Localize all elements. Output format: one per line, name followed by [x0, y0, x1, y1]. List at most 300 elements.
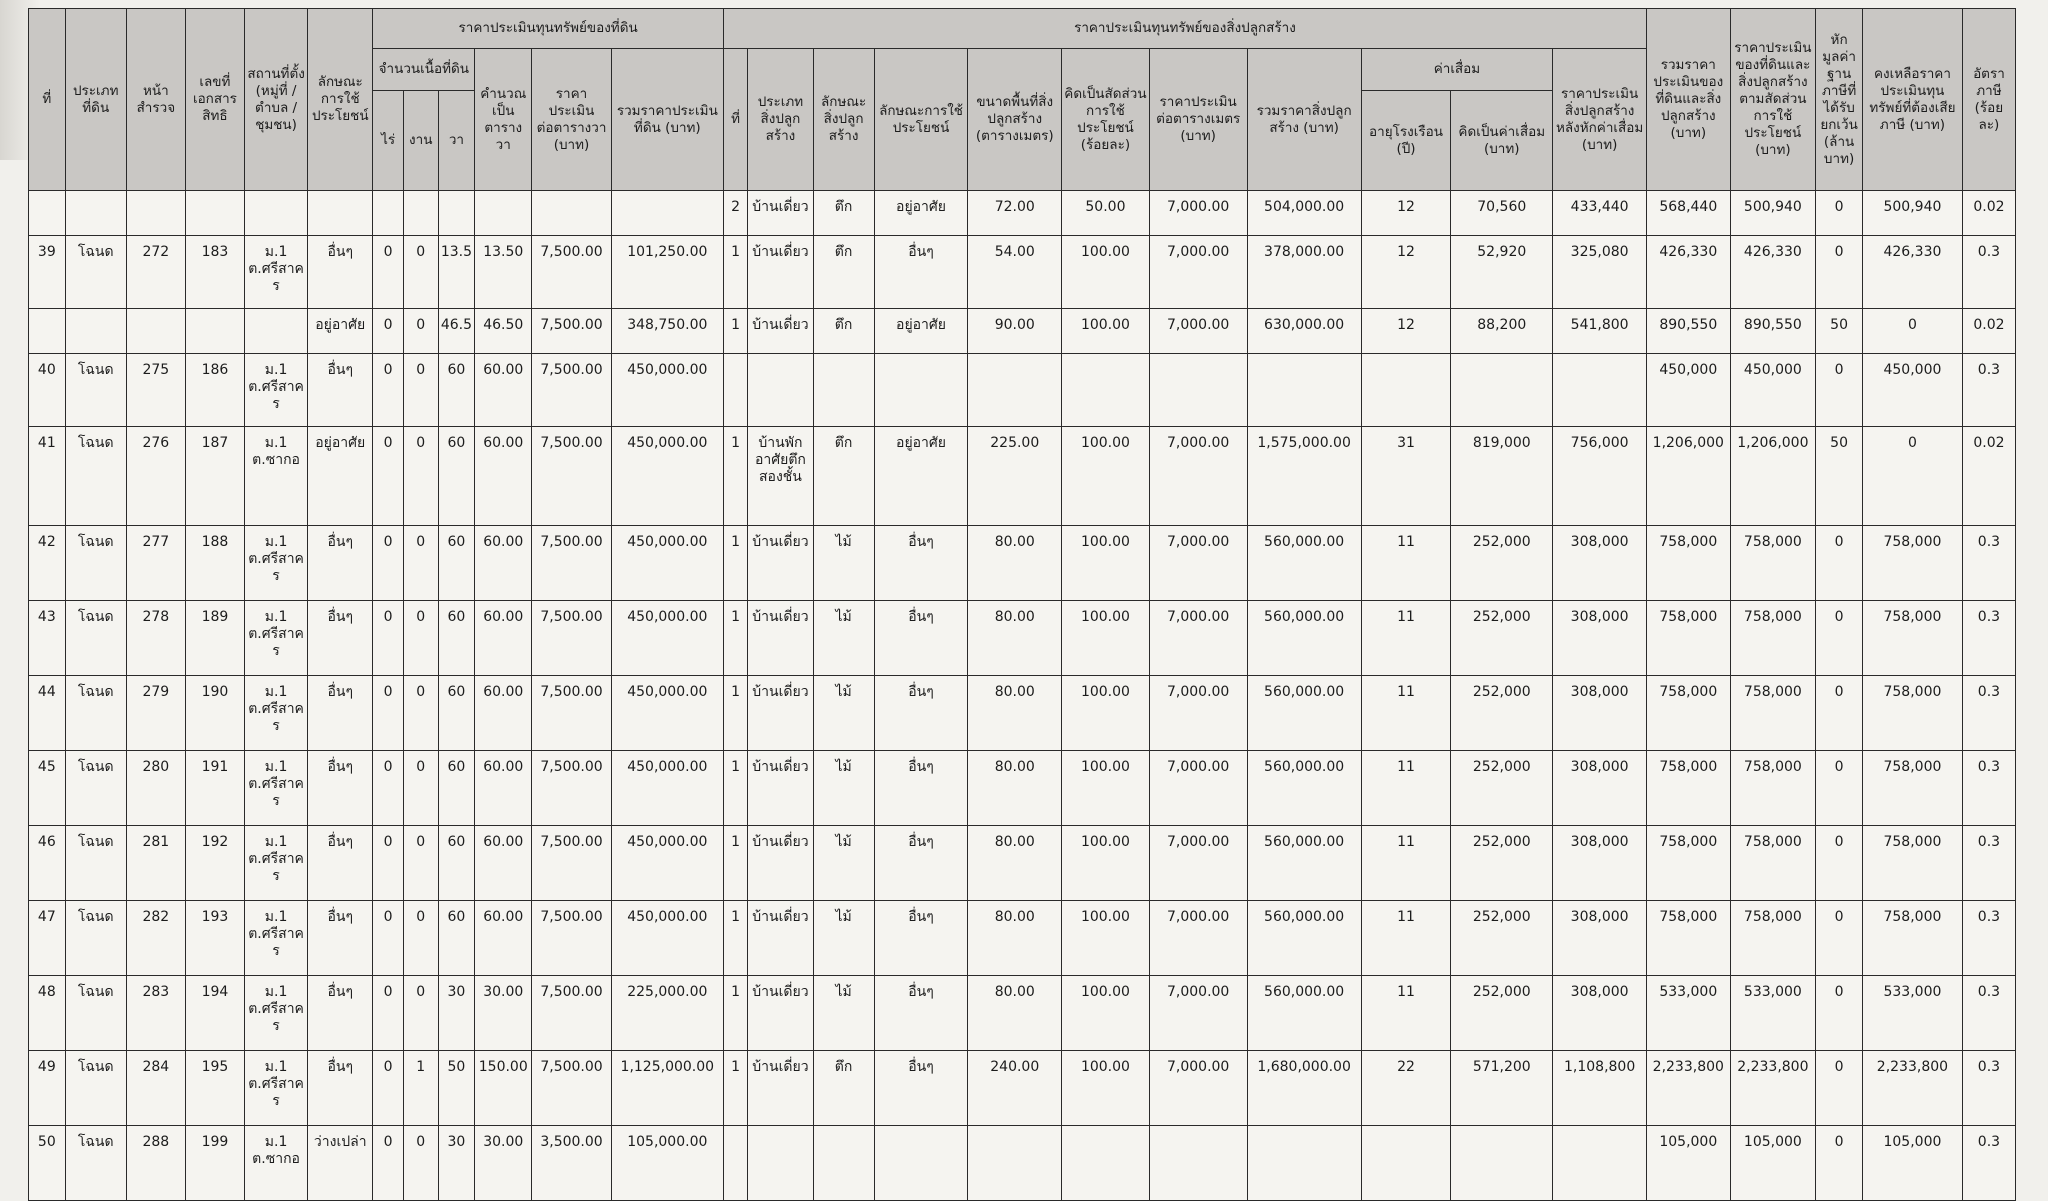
table-cell: 1 — [723, 601, 747, 676]
hdr-bld-usage: ลักษณะการใช้ประโยชน์ — [874, 49, 968, 191]
table-row — [29, 826, 2016, 901]
table-cell: 1 — [723, 676, 747, 751]
table-cell: 450,000.00 — [611, 901, 723, 976]
table-cell: 80.00 — [968, 601, 1062, 676]
table-cell: 52,920 — [1451, 236, 1553, 309]
table-cell — [65, 191, 126, 236]
table-cell: โฉนด — [65, 676, 126, 751]
hdr-ngan: งาน — [403, 91, 438, 191]
table-cell: 560,000.00 — [1247, 976, 1361, 1051]
table-cell: อื่นๆ — [874, 976, 968, 1051]
table-cell: 758,000 — [1863, 601, 1963, 676]
table-cell: 100.00 — [1062, 1051, 1150, 1126]
assessment-table — [28, 8, 2016, 1201]
table-cell: อยู่อาศัย — [308, 309, 373, 354]
assessment-sheet — [28, 8, 2016, 1201]
table-cell: 890,550 — [1730, 309, 1816, 354]
table-cell: 50 — [438, 1051, 475, 1126]
table-cell: อื่นๆ — [308, 1051, 373, 1126]
hdr-bld-total: รวมราคาสิ่งปลูกสร้าง (บาท) — [1247, 49, 1361, 191]
table-cell: 11 — [1361, 526, 1451, 601]
table-cell: 758,000 — [1647, 601, 1731, 676]
table-cell: ม.1 ต.ศรีสาคร — [244, 354, 307, 427]
table-cell: 40 — [29, 354, 66, 427]
table-cell — [438, 191, 475, 236]
table-cell: 758,000 — [1863, 526, 1963, 601]
table-row — [29, 1126, 2016, 1201]
table-cell: ม.1 ต.ศรีสาคร — [244, 976, 307, 1051]
table-cell: 1 — [723, 236, 747, 309]
table-cell: 60 — [438, 354, 475, 427]
table-cell: 433,440 — [1553, 191, 1647, 236]
table-cell: 0 — [1816, 354, 1863, 427]
table-cell: 80.00 — [968, 976, 1062, 1051]
table-cell: 252,000 — [1451, 901, 1553, 976]
table-cell: 1,125,000.00 — [611, 1051, 723, 1126]
table-cell: 30 — [438, 1126, 475, 1201]
table-cell: 193 — [185, 901, 244, 976]
table-cell: 571,200 — [1451, 1051, 1553, 1126]
table-cell: 80.00 — [968, 901, 1062, 976]
table-cell: 252,000 — [1451, 826, 1553, 901]
table-cell: 378,000.00 — [1247, 236, 1361, 309]
table-cell: 60 — [438, 601, 475, 676]
table-cell: โฉนด — [65, 601, 126, 676]
hdr-bld-no: ที่ — [723, 49, 747, 191]
table-cell: 0 — [403, 601, 438, 676]
table-cell: 80.00 — [968, 751, 1062, 826]
table-cell: 758,000 — [1730, 676, 1816, 751]
table-cell: 0 — [373, 1051, 404, 1126]
table-cell: 252,000 — [1451, 676, 1553, 751]
hdr-price-per-sqwa: ราคาประเมินต่อตารางวา (บาท) — [532, 49, 611, 191]
table-row — [29, 751, 2016, 826]
table-cell: 758,000 — [1647, 826, 1731, 901]
table-cell: 13.5 — [438, 236, 475, 309]
table-cell: 1,108,800 — [1553, 1051, 1647, 1126]
table-cell — [874, 354, 968, 427]
table-cell: ตึก — [813, 309, 874, 354]
table-cell: 12 — [1361, 236, 1451, 309]
hdr-rate: อัตราภาษี (ร้อยละ) — [1962, 9, 2015, 191]
table-cell — [723, 354, 747, 427]
table-cell: 0 — [1816, 751, 1863, 826]
table-cell: 100.00 — [1062, 676, 1150, 751]
table-cell: อื่นๆ — [308, 236, 373, 309]
table-cell: 0 — [1816, 601, 1863, 676]
table-cell: 758,000 — [1863, 901, 1963, 976]
table-cell: 183 — [185, 236, 244, 309]
table-cell: บ้านเดี่ยว — [748, 601, 813, 676]
table-cell: ม.1 ต.ศรีสาคร — [244, 601, 307, 676]
table-cell: 60 — [438, 751, 475, 826]
table-cell: 46.5 — [438, 309, 475, 354]
table-cell: 758,000 — [1863, 751, 1963, 826]
table-cell: 0 — [403, 309, 438, 354]
table-cell: 101,250.00 — [611, 236, 723, 309]
table-cell — [1062, 1126, 1150, 1201]
table-cell: 46 — [29, 826, 66, 901]
table-cell: 1,680,000.00 — [1247, 1051, 1361, 1126]
table-cell: 7,000.00 — [1149, 676, 1247, 751]
table-cell — [1149, 1126, 1247, 1201]
table-cell: ไม้ — [813, 901, 874, 976]
table-cell: 7,000.00 — [1149, 601, 1247, 676]
table-cell: ตึก — [813, 191, 874, 236]
table-cell: 758,000 — [1647, 901, 1731, 976]
table-cell: 46.50 — [475, 309, 532, 354]
hdr-bld-char: ลักษณะสิ่งปลูกสร้าง — [813, 49, 874, 191]
table-cell: 758,000 — [1730, 826, 1816, 901]
table-cell: 105,000 — [1863, 1126, 1963, 1201]
table-cell — [1451, 354, 1553, 427]
table-cell: 450,000.00 — [611, 354, 723, 427]
table-cell: 0 — [373, 676, 404, 751]
table-cell: 60.00 — [475, 601, 532, 676]
table-cell — [244, 309, 307, 354]
hdr-page: หน้าสำรวจ — [126, 9, 185, 191]
table-cell — [748, 1126, 813, 1201]
table-cell: ไม้ — [813, 751, 874, 826]
table-cell: 0 — [373, 309, 404, 354]
table-cell — [723, 1126, 747, 1201]
table-cell: 0.3 — [1962, 526, 2015, 601]
table-cell: 3,500.00 — [532, 1126, 611, 1201]
table-cell: 100.00 — [1062, 309, 1150, 354]
table-cell: 0.3 — [1962, 826, 2015, 901]
table-row — [29, 1051, 2016, 1126]
table-cell: 758,000 — [1863, 826, 1963, 901]
table-cell: บ้านเดี่ยว — [748, 676, 813, 751]
table-cell: 80.00 — [968, 676, 1062, 751]
table-cell: 22 — [1361, 1051, 1451, 1126]
table-cell: 7,500.00 — [532, 427, 611, 526]
table-cell: 758,000 — [1647, 751, 1731, 826]
table-cell: 47 — [29, 901, 66, 976]
table-cell: 560,000.00 — [1247, 601, 1361, 676]
table-cell: ตึก — [813, 236, 874, 309]
table-cell: 105,000.00 — [611, 1126, 723, 1201]
table-cell: 31 — [1361, 427, 1451, 526]
table-cell: 0.3 — [1962, 676, 2015, 751]
table-cell: 426,330 — [1863, 236, 1963, 309]
table-cell: 105,000 — [1730, 1126, 1816, 1201]
table-cell: 281 — [126, 826, 185, 901]
table-cell: 560,000.00 — [1247, 826, 1361, 901]
table-cell: 1,206,000 — [1730, 427, 1816, 526]
table-cell: 44 — [29, 676, 66, 751]
table-cell: ไม้ — [813, 526, 874, 601]
table-cell: 283 — [126, 976, 185, 1051]
table-cell: 0.02 — [1962, 191, 2015, 236]
table-cell: 560,000.00 — [1247, 526, 1361, 601]
table-cell: 450,000 — [1647, 354, 1731, 427]
table-cell: 49 — [29, 1051, 66, 1126]
table-cell — [813, 354, 874, 427]
table-cell: 50.00 — [1062, 191, 1150, 236]
table-cell: 7,500.00 — [532, 1051, 611, 1126]
table-row — [29, 676, 2016, 751]
table-cell — [126, 191, 185, 236]
table-cell: 819,000 — [1451, 427, 1553, 526]
table-cell: 272 — [126, 236, 185, 309]
table-cell: 756,000 — [1553, 427, 1647, 526]
table-cell: 308,000 — [1553, 976, 1647, 1051]
table-cell: อื่นๆ — [874, 901, 968, 976]
table-cell: 279 — [126, 676, 185, 751]
table-cell: 252,000 — [1451, 526, 1553, 601]
table-cell: 276 — [126, 427, 185, 526]
table-row — [29, 354, 2016, 427]
table-cell: 60.00 — [475, 751, 532, 826]
table-cell — [185, 191, 244, 236]
table-cell: 541,800 — [1553, 309, 1647, 354]
table-cell: บ้านเดี่ยว — [748, 1051, 813, 1126]
table-cell: อื่นๆ — [874, 676, 968, 751]
table-cell: 1 — [723, 751, 747, 826]
hdr-taxable: คงเหลือราคาประเมินทุนทรัพย์ที่ต้องเสียภาษี (บาท) — [1863, 9, 1963, 191]
table-cell: บ้านเดี่ยว — [748, 826, 813, 901]
table-cell: ไม้ — [813, 976, 874, 1051]
table-cell: 0.3 — [1962, 354, 2015, 427]
table-cell: 187 — [185, 427, 244, 526]
table-cell: 54.00 — [968, 236, 1062, 309]
table-cell: 7,500.00 — [532, 526, 611, 601]
table-cell: อื่นๆ — [308, 826, 373, 901]
table-cell: อื่นๆ — [874, 1051, 968, 1126]
table-cell: ม.1 ต.ศรีสาคร — [244, 526, 307, 601]
table-cell: 7,000.00 — [1149, 309, 1247, 354]
table-cell: 80.00 — [968, 826, 1062, 901]
table-cell: 0.3 — [1962, 901, 2015, 976]
table-cell — [1247, 1126, 1361, 1201]
table-cell: 12 — [1361, 309, 1451, 354]
table-cell: 11 — [1361, 976, 1451, 1051]
table-cell: บ้านเดี่ยว — [748, 191, 813, 236]
table-cell: 0 — [1816, 901, 1863, 976]
table-cell: 450,000.00 — [611, 826, 723, 901]
table-cell: 2,233,800 — [1647, 1051, 1731, 1126]
table-cell: 630,000.00 — [1247, 309, 1361, 354]
table-cell: 560,000.00 — [1247, 751, 1361, 826]
table-cell: 1 — [723, 526, 747, 601]
table-cell: 0 — [1816, 236, 1863, 309]
hdr-sum-all: รวมราคาประเมินของที่ดินและสิ่งปลูกสร้าง (บาท) — [1647, 9, 1731, 191]
table-cell: 560,000.00 — [1247, 901, 1361, 976]
table-cell: อื่นๆ — [874, 236, 968, 309]
table-cell: บ้านพักอาศัยตึกสองชั้น — [748, 427, 813, 526]
table-cell: 7,000.00 — [1149, 901, 1247, 976]
table-cell: 7,500.00 — [532, 354, 611, 427]
table-cell — [532, 191, 611, 236]
table-cell: 11 — [1361, 901, 1451, 976]
table-cell: 0 — [373, 526, 404, 601]
table-cell: 758,000 — [1730, 901, 1816, 976]
table-cell: 60 — [438, 526, 475, 601]
table-cell: 11 — [1361, 826, 1451, 901]
table-cell: 280 — [126, 751, 185, 826]
table-cell — [29, 191, 66, 236]
table-cell: 252,000 — [1451, 601, 1553, 676]
table-cell: บ้านเดี่ยว — [748, 526, 813, 601]
table-cell: 0 — [1816, 1051, 1863, 1126]
hdr-depreciation: ค่าเสื่อม — [1361, 49, 1553, 91]
table-cell: 194 — [185, 976, 244, 1051]
table-cell: 0 — [403, 976, 438, 1051]
table-cell: 0 — [1816, 526, 1863, 601]
table-cell: 100.00 — [1062, 526, 1150, 601]
table-cell: 252,000 — [1451, 751, 1553, 826]
table-cell: อื่นๆ — [308, 601, 373, 676]
table-cell: 199 — [185, 1126, 244, 1201]
table-cell: 150.00 — [475, 1051, 532, 1126]
table-cell: 7,000.00 — [1149, 1051, 1247, 1126]
table-cell: 1 — [723, 427, 747, 526]
table-cell: บ้านเดี่ยว — [748, 236, 813, 309]
table-row — [29, 901, 2016, 976]
table-cell: บ้านเดี่ยว — [748, 309, 813, 354]
table-cell: 308,000 — [1553, 526, 1647, 601]
table-cell: 50 — [1816, 309, 1863, 354]
table-cell: อยู่อาศัย — [308, 427, 373, 526]
table-cell: 0 — [373, 236, 404, 309]
table-cell: 190 — [185, 676, 244, 751]
table-cell — [403, 191, 438, 236]
table-cell: 0 — [1816, 826, 1863, 901]
table-cell: 0 — [373, 1126, 404, 1201]
table-cell: อื่นๆ — [308, 751, 373, 826]
table-cell: โฉนด — [65, 826, 126, 901]
table-cell: 284 — [126, 1051, 185, 1126]
table-cell: 1 — [403, 1051, 438, 1126]
table-cell: 0 — [403, 427, 438, 526]
table-cell: ม.1 ต.ศรีสาคร — [244, 1051, 307, 1126]
table-cell: 0 — [1863, 309, 1963, 354]
table-cell: 186 — [185, 354, 244, 427]
table-cell: 0 — [373, 826, 404, 901]
hdr-area: จำนวนเนื้อที่ดิน — [373, 49, 475, 91]
table-cell: 30.00 — [475, 1126, 532, 1201]
hdr-usage-pct: คิดเป็นสัดส่วนการใช้ประโยชน์ (ร้อยละ) — [1062, 49, 1150, 191]
hdr-depr-amt: คิดเป็นค่าเสื่อม (บาท) — [1451, 91, 1553, 191]
table-cell: 7,500.00 — [532, 901, 611, 976]
table-cell — [308, 191, 373, 236]
table-cell — [185, 309, 244, 354]
table-cell: 60.00 — [475, 826, 532, 901]
table-cell: อยู่อาศัย — [874, 427, 968, 526]
table-cell — [874, 1126, 968, 1201]
table-cell: 308,000 — [1553, 751, 1647, 826]
table-cell — [373, 191, 404, 236]
table-cell: 11 — [1361, 601, 1451, 676]
table-cell: 48 — [29, 976, 66, 1051]
table-cell: 500,940 — [1863, 191, 1963, 236]
table-cell: 100.00 — [1062, 751, 1150, 826]
table-cell: 30 — [438, 976, 475, 1051]
table-cell: 7,000.00 — [1149, 427, 1247, 526]
hdr-exempt: หักมูลค่าฐานภาษีที่ได้รับยกเว้น (ล้านบาท) — [1816, 9, 1863, 191]
table-cell: ตึก — [813, 427, 874, 526]
table-cell — [475, 191, 532, 236]
table-cell: 348,750.00 — [611, 309, 723, 354]
table-cell: อื่นๆ — [874, 826, 968, 901]
table-cell: 533,000 — [1730, 976, 1816, 1051]
table-cell: 7,500.00 — [532, 976, 611, 1051]
table-cell: 7,500.00 — [532, 826, 611, 901]
table-cell: 7,500.00 — [532, 236, 611, 309]
table-cell — [1361, 1126, 1451, 1201]
table-cell: ตึก — [813, 1051, 874, 1126]
table-cell: 758,000 — [1730, 751, 1816, 826]
table-cell: ไม้ — [813, 676, 874, 751]
table-cell: 60.00 — [475, 526, 532, 601]
table-cell: 45 — [29, 751, 66, 826]
table-cell: 80.00 — [968, 526, 1062, 601]
table-cell: 100.00 — [1062, 601, 1150, 676]
table-cell: 0 — [373, 427, 404, 526]
table-cell: 12 — [1361, 191, 1451, 236]
table-cell: 758,000 — [1647, 676, 1731, 751]
table-cell: 450,000 — [1863, 354, 1963, 427]
table-cell: 0 — [373, 751, 404, 826]
table-cell: 7,000.00 — [1149, 191, 1247, 236]
hdr-sum-by-usage: ราคาประเมินของที่ดินและสิ่งปลูกสร้างตามสัดส่วนการใช้ประโยชน์ (บาท) — [1730, 9, 1816, 191]
table-cell: 1 — [723, 826, 747, 901]
table-cell — [126, 309, 185, 354]
table-cell: 308,000 — [1553, 826, 1647, 901]
table-cell: อยู่อาศัย — [874, 191, 968, 236]
table-cell: บ้านเดี่ยว — [748, 751, 813, 826]
table-cell: 282 — [126, 901, 185, 976]
table-cell: ไม้ — [813, 601, 874, 676]
table-cell: 11 — [1361, 676, 1451, 751]
table-cell: ว่างเปล่า — [308, 1126, 373, 1201]
table-cell: 7,000.00 — [1149, 826, 1247, 901]
table-cell: 0 — [403, 676, 438, 751]
table-cell: 105,000 — [1647, 1126, 1731, 1201]
table-cell: 278 — [126, 601, 185, 676]
table-cell: 0.3 — [1962, 1051, 2015, 1126]
table-cell: 41 — [29, 427, 66, 526]
table-cell: 7,500.00 — [532, 676, 611, 751]
table-cell — [813, 1126, 874, 1201]
table-cell: 7,500.00 — [532, 309, 611, 354]
table-cell: 60.00 — [475, 901, 532, 976]
table-cell: 758,000 — [1647, 526, 1731, 601]
table-cell: 288 — [126, 1126, 185, 1201]
table-cell: 60 — [438, 826, 475, 901]
table-row — [29, 601, 2016, 676]
table-cell — [1062, 354, 1150, 427]
table-cell: 450,000.00 — [611, 751, 723, 826]
table-cell: 2 — [723, 191, 747, 236]
table-cell — [1247, 354, 1361, 427]
table-cell: 0 — [1816, 1126, 1863, 1201]
table-cell: 7,000.00 — [1149, 526, 1247, 601]
table-row — [29, 976, 2016, 1051]
table-cell: 758,000 — [1863, 676, 1963, 751]
table-cell: 308,000 — [1553, 676, 1647, 751]
table-cell: โฉนด — [65, 751, 126, 826]
table-cell: 13.50 — [475, 236, 532, 309]
table-cell: อื่นๆ — [308, 676, 373, 751]
table-cell: 100.00 — [1062, 901, 1150, 976]
table-cell: 7,500.00 — [532, 601, 611, 676]
table-cell: ม.1 ต.ศรีสาคร — [244, 901, 307, 976]
hdr-building-group: ราคาประเมินทุนทรัพย์ของสิ่งปลูกสร้าง — [723, 9, 1646, 49]
table-cell: ม.1 ต.ศรีสาคร — [244, 751, 307, 826]
table-cell: 0.3 — [1962, 1126, 2015, 1201]
